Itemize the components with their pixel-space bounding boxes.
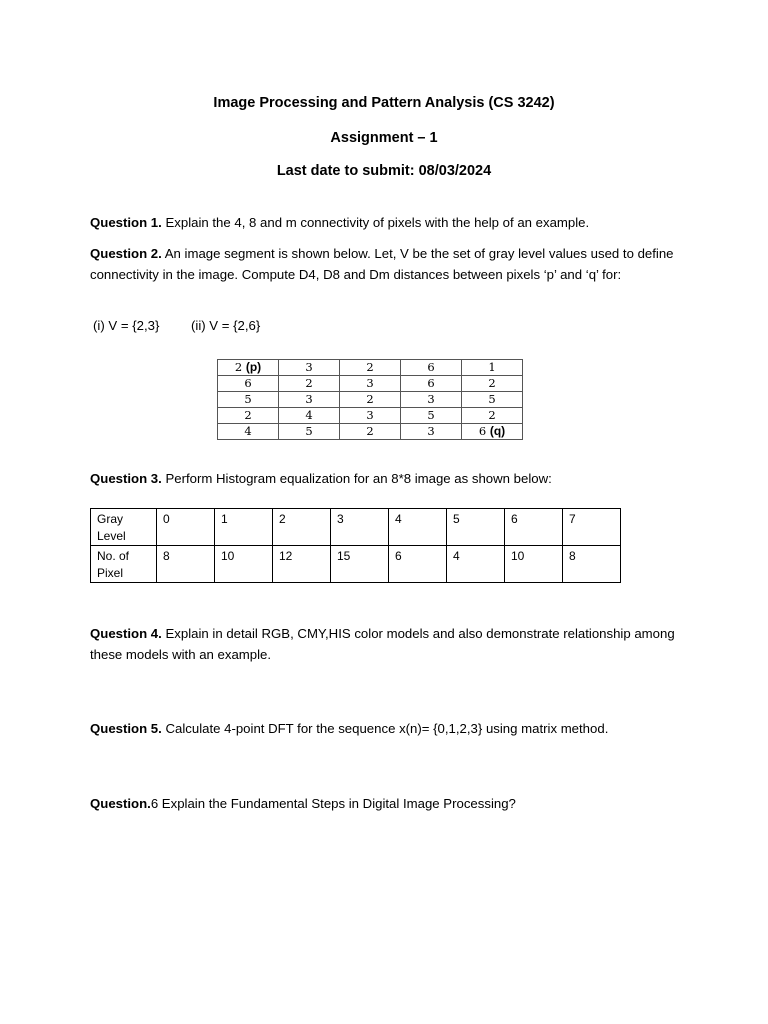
pixel-count-header bbox=[91, 546, 157, 583]
gray-level-header-line2: Level bbox=[97, 529, 126, 543]
question-3 bbox=[90, 469, 680, 490]
question-4 bbox=[90, 624, 680, 665]
segment-cell: 3 bbox=[279, 392, 340, 408]
assignment-title: Assignment – 1 bbox=[330, 130, 438, 146]
question-5-label: Question 5. bbox=[90, 721, 162, 736]
segment-cell: 5 bbox=[218, 392, 279, 408]
question-6-label: Question. bbox=[90, 796, 151, 811]
segment-cell: 4 bbox=[218, 424, 279, 440]
gray-level-cell: 0 bbox=[157, 509, 215, 546]
submission-deadline: Last date to submit: 08/03/2024 bbox=[276, 163, 492, 179]
segment-cell: 3 bbox=[279, 360, 340, 376]
segment-row bbox=[218, 360, 523, 376]
pixel-count-row bbox=[91, 546, 621, 583]
segment-cell: 3 bbox=[401, 392, 462, 408]
segment-cell: 2 bbox=[279, 376, 340, 392]
question-3-label: Question 3. bbox=[90, 471, 162, 486]
segment-row bbox=[218, 424, 523, 440]
question-5-text: Calculate 4-point DFT for the sequence x(n)= {0,1,2,3} using matrix method. bbox=[161, 721, 609, 736]
gray-level-cell: 5 bbox=[447, 509, 505, 546]
gray-level-cell: 2 bbox=[273, 509, 331, 546]
segment-cell: 2 bbox=[462, 376, 523, 392]
question-3-text: Perform Histogram equalization for an 8*8 image as shown below: bbox=[161, 471, 552, 486]
pixel-count-cell: 8 bbox=[157, 546, 215, 583]
segment-cell: 2 bbox=[462, 408, 523, 424]
segment-cell: 1 bbox=[462, 360, 523, 376]
q-marker: (q) bbox=[489, 424, 506, 438]
pixel-count-cell: 6 bbox=[389, 546, 447, 583]
image-segment-table bbox=[217, 359, 523, 440]
question-2-text: An image segment is shown below. Let, V be the set of gray level values used to define connectivity in the image. Compute D4, D8 and Dm distances between pixels ‘p’ and ‘q’ for: bbox=[90, 246, 674, 282]
segment-cell: 3 bbox=[340, 376, 401, 392]
segment-row bbox=[218, 408, 523, 424]
gray-level-cell: 3 bbox=[331, 509, 389, 546]
segment-cell-value: 6 bbox=[478, 424, 487, 438]
pixel-count-cell: 4 bbox=[447, 546, 505, 583]
pixel-count-cell: 10 bbox=[215, 546, 273, 583]
segment-row bbox=[218, 392, 523, 408]
gray-level-cell: 7 bbox=[563, 509, 621, 546]
option-ii: (ii) V = {2,6} bbox=[191, 318, 261, 333]
segment-cell: 3 bbox=[340, 408, 401, 424]
segment-cell: 2 bbox=[340, 424, 401, 440]
segment-cell: 2 bbox=[340, 392, 401, 408]
question-1-label: Question 1. bbox=[90, 215, 162, 230]
segment-cell: 6 bbox=[218, 376, 279, 392]
course-title: Image Processing and Pattern Analysis (CS 3242) bbox=[213, 95, 555, 111]
option-i: (i) V = {2,3} bbox=[93, 318, 160, 333]
pixel-count-cell: 8 bbox=[563, 546, 621, 583]
segment-cell-p bbox=[218, 360, 279, 376]
segment-cell-value: 2 bbox=[234, 360, 243, 374]
gray-level-cell: 4 bbox=[389, 509, 447, 546]
segment-cell: 2 bbox=[218, 408, 279, 424]
question-2-label: Question 2. bbox=[90, 246, 162, 261]
pixel-count-header-line1: No. of bbox=[97, 549, 130, 563]
pixel-count-header-line2: Pixel bbox=[97, 566, 124, 580]
segment-cell: 5 bbox=[279, 424, 340, 440]
pixel-count-cell: 15 bbox=[331, 546, 389, 583]
segment-cell: 3 bbox=[401, 424, 462, 440]
pixel-count-cell: 12 bbox=[273, 546, 331, 583]
segment-cell-q bbox=[462, 424, 523, 440]
segment-cell: 5 bbox=[462, 392, 523, 408]
pixel-count-cell: 10 bbox=[505, 546, 563, 583]
gray-level-row bbox=[91, 509, 621, 546]
segment-cell: 6 bbox=[401, 360, 462, 376]
segment-cell: 2 bbox=[340, 360, 401, 376]
segment-cell: 4 bbox=[279, 408, 340, 424]
histogram-table bbox=[90, 508, 621, 583]
segment-row bbox=[218, 376, 523, 392]
question-2 bbox=[90, 244, 680, 285]
question-4-text: Explain in detail RGB, CMY,HIS color models and also demonstrate relationship among these models with an example. bbox=[90, 626, 675, 662]
segment-cell: 6 bbox=[401, 376, 462, 392]
gray-level-header bbox=[91, 509, 157, 546]
segment-cell: 5 bbox=[401, 408, 462, 424]
gray-level-header-line1: Gray bbox=[97, 512, 124, 526]
question-1 bbox=[90, 213, 680, 234]
question-6 bbox=[90, 794, 680, 815]
question-6-text: 6 Explain the Fundamental Steps in Digital Image Processing? bbox=[150, 796, 516, 811]
p-marker: (p) bbox=[245, 360, 262, 374]
question-1-text: Explain the 4, 8 and m connectivity of pixels with the help of an example. bbox=[161, 215, 590, 230]
gray-level-cell: 1 bbox=[215, 509, 273, 546]
gray-level-cell: 6 bbox=[505, 509, 563, 546]
question-5 bbox=[90, 719, 680, 740]
question-4-label: Question 4. bbox=[90, 626, 162, 641]
